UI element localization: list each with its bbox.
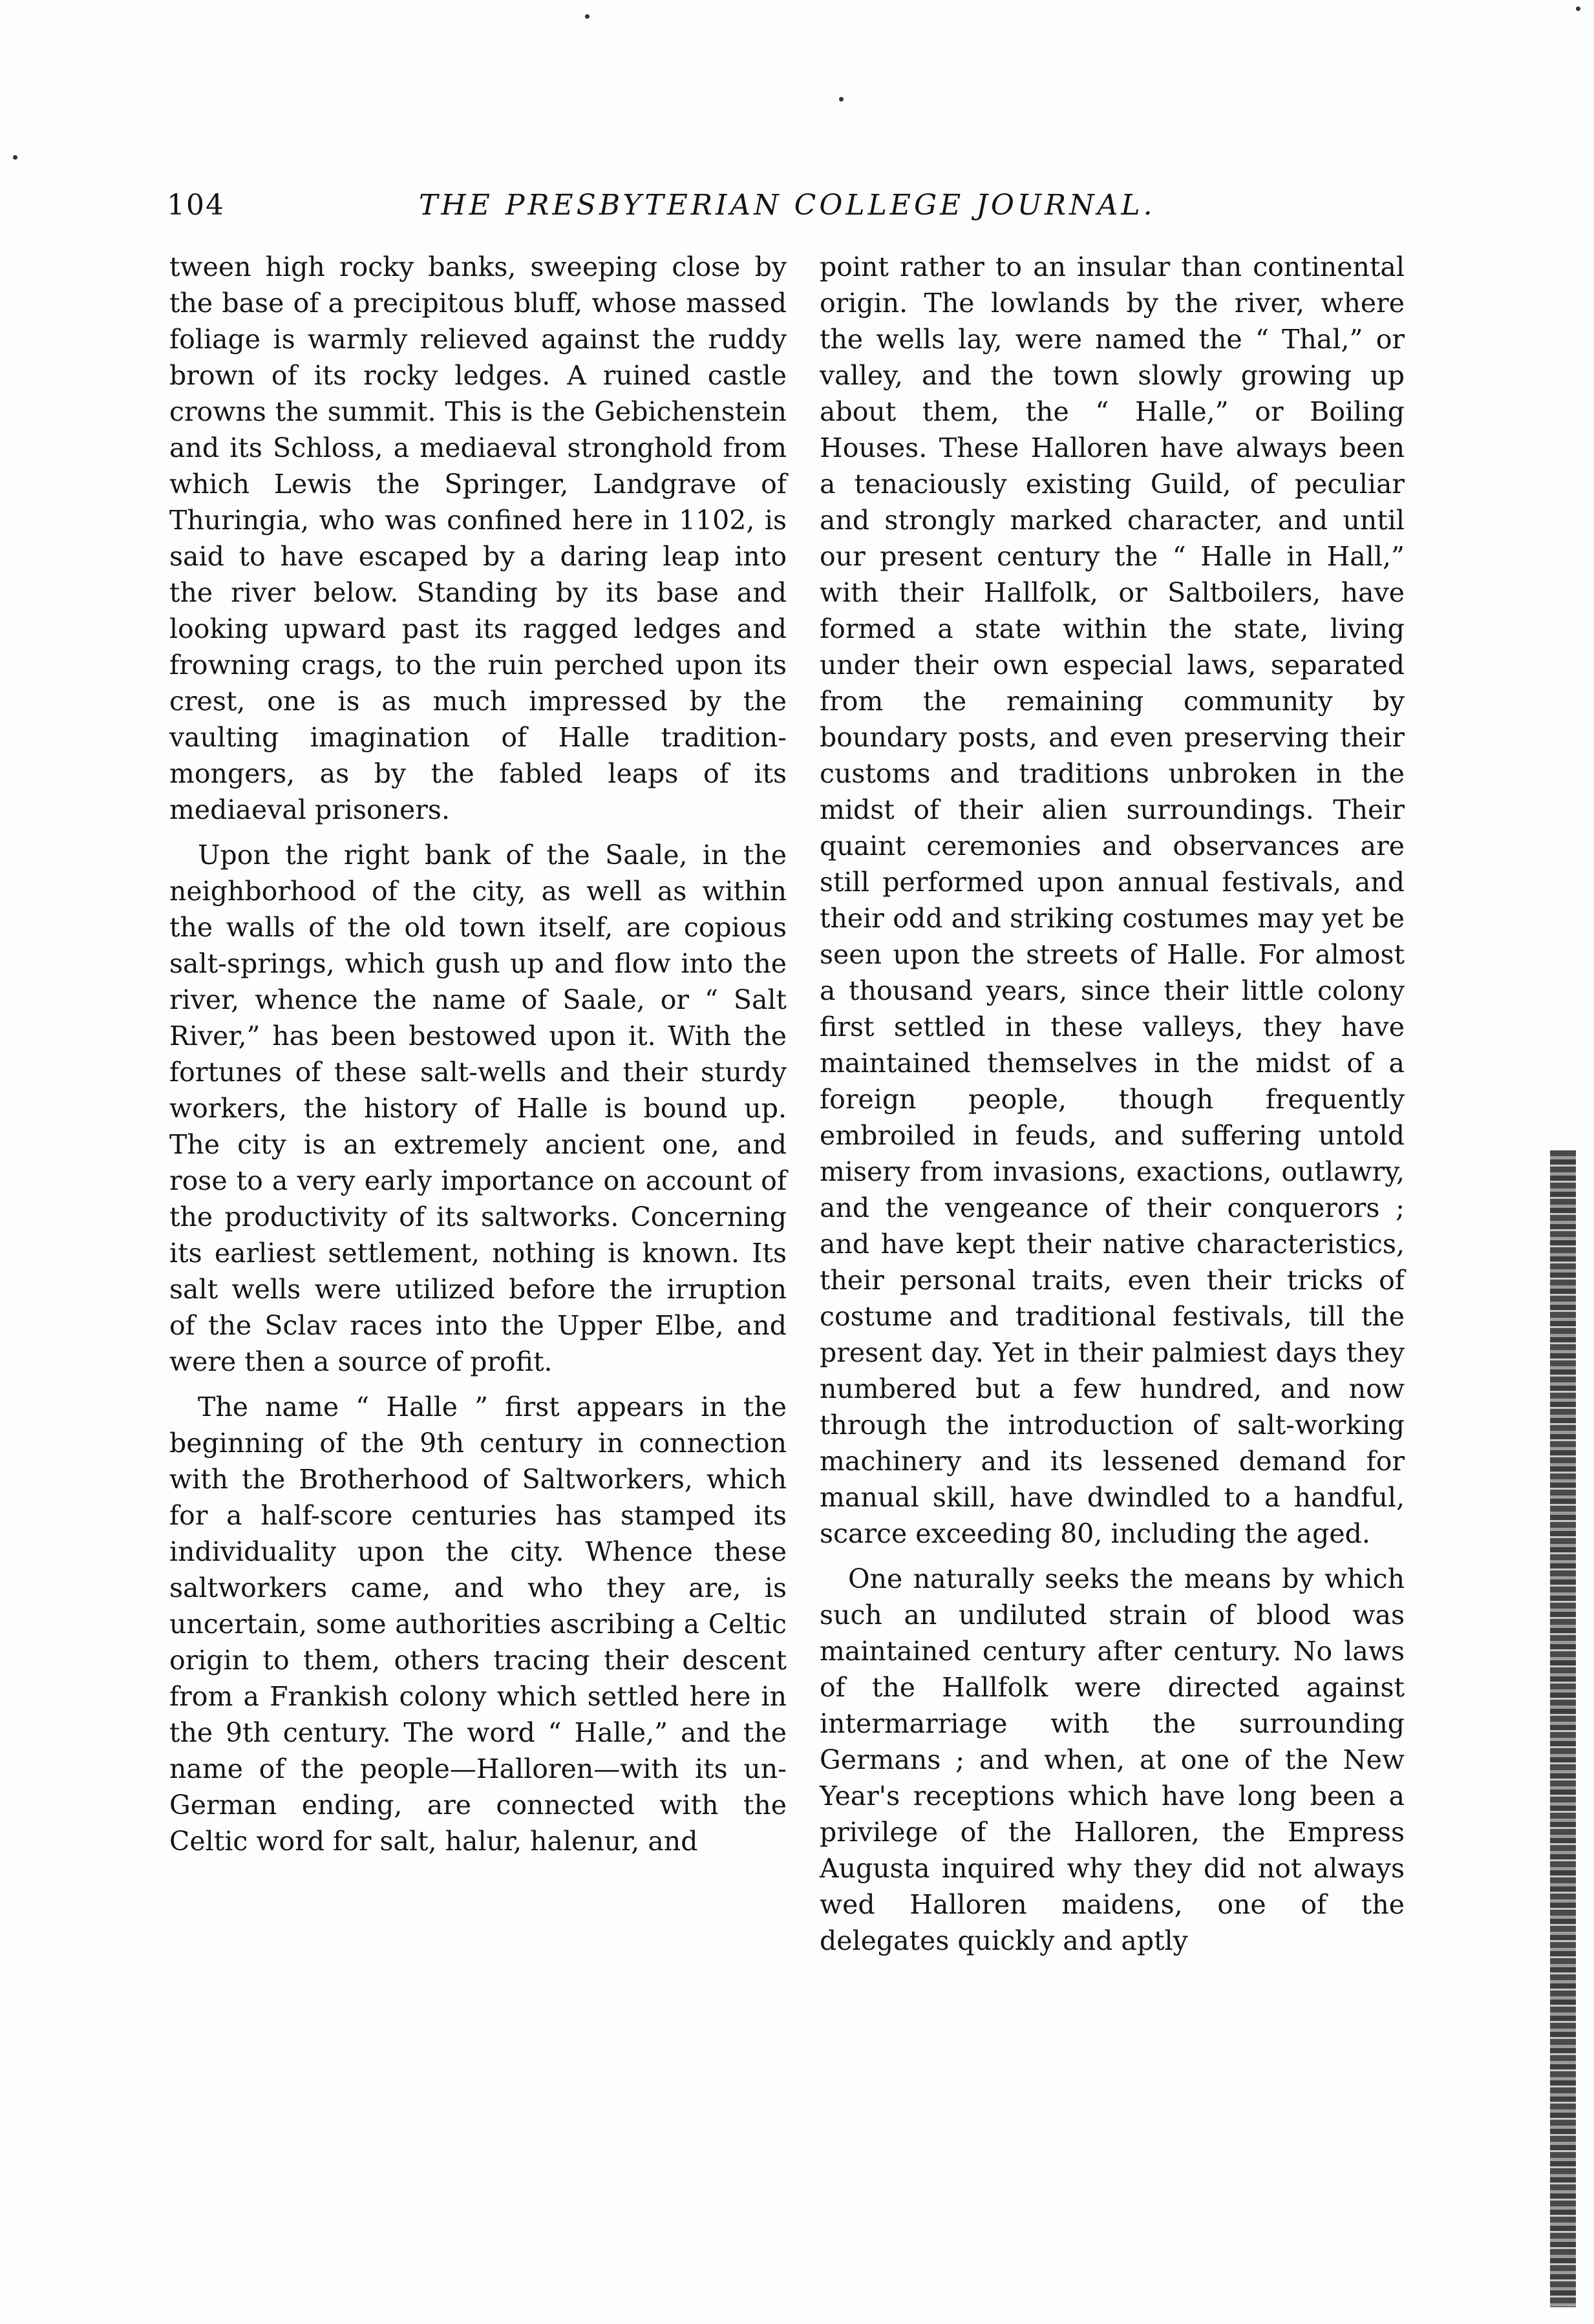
- scan-edge-artifact: [1550, 1150, 1576, 2307]
- dust-speck: [585, 14, 590, 19]
- paragraph: Upon the right bank of the Saale, in the neighborhood of the city, as well as within the walls of the old town itself, are copious salt-springs, which gush up and flow into the river, whence the name of Saale, or “ Salt River,” has been bestowed upon it. With the fortunes of these salt-wells and their sturdy workers, the history of Halle is bound up. The city is an extremely ancient one, and rose to a very early importance on account of the productivity of its saltworks. Concerning its earliest settlement, nothing is known. Its salt wells were utilized before the irruption of the Sclav races into the Upper Elbe, and were then a source of profit.: [169, 840, 787, 1377]
- paragraph: The name “ Halle ” first appears in the beginning of the 9th century in connection with the Brotherhood of Saltworkers, which for a half-score centuries has stamped its individuality upon the city. Whence these saltworkers came, and who they are, is uncertain, some authorities ascribing a Celtic origin to them, others tracing their descent from a Frankish colony which settled here in the 9th century. The word “ Halle,” and the name of the people—Halloren—with its un-German ending, are connected with the Celtic word for salt, halur, halenur, and: [169, 1391, 787, 1857]
- right-column: [820, 249, 1405, 1968]
- left-column: [169, 249, 787, 1868]
- paragraph: tween high rocky banks, sweeping close by the base of a precipitous bluff, whose massed foliage is warmly relieved against the ruddy brown of its rocky ledges. A ruined castle crowns the summit. This is the Gebichenstein and its Schloss, a mediaeval stronghold from which Lewis the Springer, Landgrave of Thuringia, who was confined here in 1102, is said to have escaped by a daring leap into the river below. Standing by its base and looking upward past its ragged ledges and frowning crags, to the ruin perched upon its crest, one is as much impressed by the vaulting imagination of Halle tradition-mongers, as by the fabled leaps of its mediaeval prisoners.: [169, 251, 787, 825]
- dust-speck: [1576, 6, 1580, 11]
- running-header: [167, 189, 1156, 234]
- page-number: 104: [167, 189, 225, 222]
- dust-speck: [13, 155, 17, 160]
- paragraph: One naturally seeks the means by which such an undiluted strain of blood was maintained century after century. No laws of the Hallfolk were directed against intermarriage with the surrounding Germans ; and when, at one of the New Year's receptions which have long been a privilege of the Halloren, the Empress Augusta inquired why they did not always wed Halloren maidens, one of the delegates quickly and aptly: [820, 1563, 1405, 1956]
- journal-title: THE PRESBYTERIAN COLLEGE JOURNAL.: [419, 189, 1156, 222]
- paragraph: point rather to an insular than continental origin. The lowlands by the river, where the wells lay, were named the “ Thal,” or valley, and the town slowly growing up about them, the “ Halle,” or Boiling Houses. These Halloren have always been a tenaciously existing Guild, of peculiar and strongly marked character, and until our present century the “ Halle in Hall,” with their Hallfolk, or Saltboilers, have formed a state within the state, living under their own especial laws, separated from the remaining community by boundary posts, and even preserving their customs and traditions unbroken in the midst of their alien surroundings. Their quaint ceremonies and observances are still performed upon annual festivals, and their odd and striking costumes may yet be seen upon the streets of Halle. For almost a thousand years, since their little colony first settled in these valleys, they have maintained themselves in the midst of a foreign people, though frequently embroiled in feuds, and suffering untold misery from invasions, exactions, outlawry, and the vengeance of their conquerors ; and have kept their native characteristics, their personal traits, even their tricks of costume and traditional festivals, till the present day. Yet in their palmiest days they numbered but a few hundred, and now through the introduction of salt-working machinery and its lessened demand for manual skill, have dwindled to a handful, scarce exceeding 80, including the aged.: [820, 251, 1405, 1549]
- dust-speck: [839, 97, 844, 101]
